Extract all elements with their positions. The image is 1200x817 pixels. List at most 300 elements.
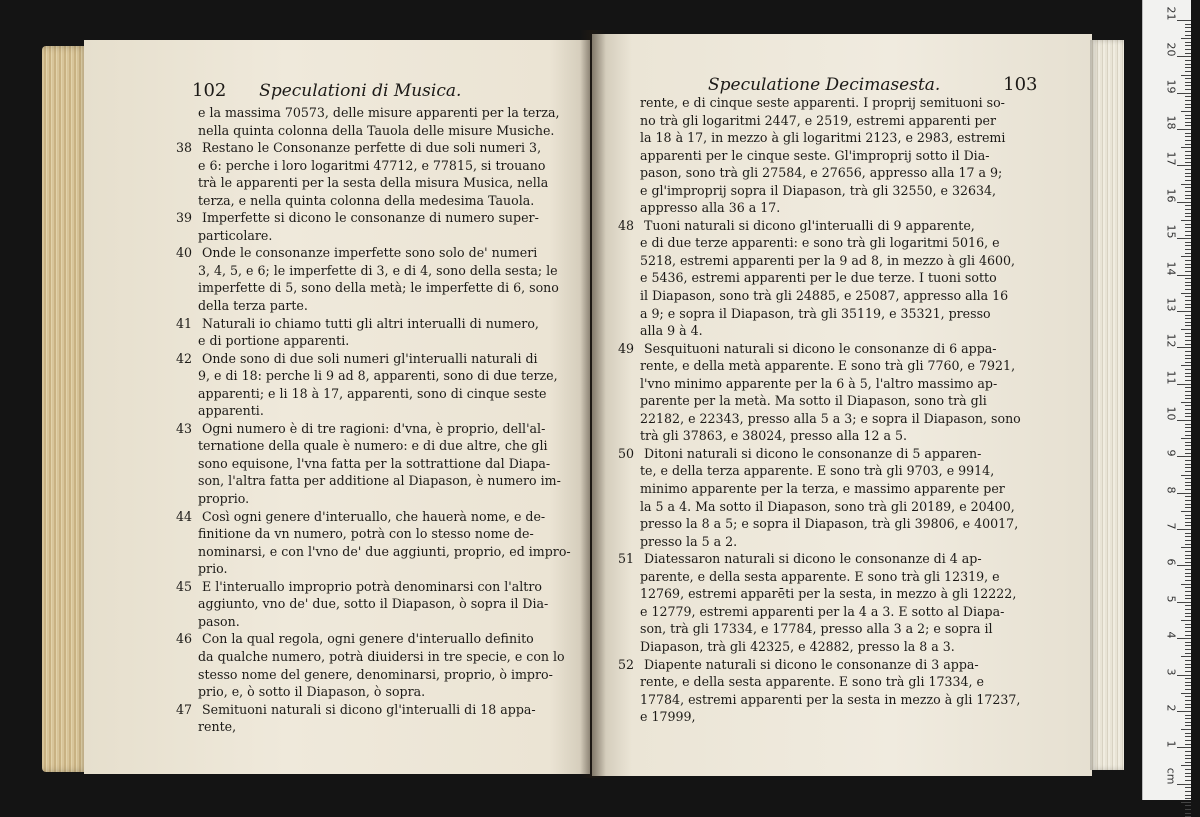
- ruler-minor-tick: [1185, 442, 1191, 443]
- ruler-minor-tick: [1185, 325, 1191, 326]
- paragraph-number: 45: [176, 578, 193, 594]
- line-text: Diapente naturali si dicono le consonanze di 3 appa-: [644, 656, 979, 672]
- ruler-tick: [1177, 456, 1191, 457]
- line-text: parente per la metà. Ma sotto il Diapason, sono trà gli: [640, 393, 987, 409]
- ruler-minor-tick: [1185, 278, 1191, 279]
- ruler-minor-tick: [1185, 471, 1191, 472]
- text-line: [198, 122, 571, 140]
- ruler-minor-tick: [1185, 500, 1191, 501]
- ruler-label: 12: [1164, 333, 1178, 348]
- ruler-minor-tick: [1185, 227, 1191, 228]
- ruler-label: 19: [1164, 79, 1178, 94]
- ruler-minor-tick: [1185, 307, 1191, 308]
- line-text: appresso alla 36 a 17.: [640, 200, 781, 216]
- ruler-minor-tick: [1185, 249, 1191, 250]
- ruler-minor-tick: [1185, 322, 1191, 323]
- ruler-minor-tick: [1185, 144, 1191, 145]
- line-text: terza, e nella quinta colonna della medesima Tauola.: [198, 192, 535, 208]
- line-text: E l'interuallo improprio potrà denominarsi con l'altro: [202, 578, 542, 594]
- line-text: e la massima 70573, delle misure apparenti per la terza,: [198, 105, 560, 120]
- text-line: [640, 498, 1021, 516]
- line-text: Imperfette si dicono le consonanze di numero super-: [202, 210, 539, 226]
- text-line: [198, 402, 571, 420]
- text-line: [176, 209, 571, 227]
- ruler-tick: [1177, 202, 1191, 203]
- ruler-minor-tick: [1185, 253, 1191, 254]
- text-line: [198, 613, 571, 631]
- line-text: Ogni numero è di tre ragioni: d'vna, è proprio, dell'al-: [202, 420, 546, 436]
- ruler-minor-tick: [1185, 540, 1191, 541]
- ruler-minor-tick: [1185, 304, 1191, 305]
- ruler-minor-tick: [1185, 405, 1191, 406]
- text-line: [640, 691, 1021, 709]
- ruler-minor-tick: [1185, 573, 1191, 574]
- ruler-minor-tick: [1181, 438, 1191, 439]
- text-line: [640, 269, 1021, 287]
- ruler-minor-tick: [1185, 722, 1191, 723]
- line-text: rente,: [198, 719, 237, 735]
- ruler-minor-tick: [1185, 151, 1191, 152]
- line-text: e 17999,: [640, 709, 696, 725]
- text-line: [198, 472, 571, 490]
- ruler-tick: [1177, 275, 1191, 276]
- ruler-tick: [1177, 565, 1191, 566]
- ruler-minor-tick: [1185, 391, 1191, 392]
- ruler-minor-tick: [1185, 558, 1191, 559]
- ruler-minor-tick: [1185, 758, 1191, 759]
- ruler-minor-tick: [1185, 373, 1191, 374]
- line-text: te, e della terza apparente. E sono trà gli 9703, e 9914,: [640, 463, 995, 479]
- ruler-tick: [1177, 384, 1191, 385]
- ruler-minor-tick: [1185, 616, 1191, 617]
- ruler-minor-tick: [1185, 555, 1191, 556]
- text-line: [640, 322, 1021, 340]
- text-line: [176, 350, 571, 368]
- ruler-minor-tick: [1185, 158, 1191, 159]
- left-page-number: 102: [192, 80, 227, 101]
- paragraph-number: 50: [618, 445, 635, 461]
- ruler-minor-tick: [1185, 260, 1191, 261]
- ruler-label: 21: [1164, 6, 1178, 21]
- ruler-minor-tick: [1185, 813, 1191, 814]
- line-text: a 9; e sopra il Diapason, trà gli 35119, e 35321, presso: [640, 305, 991, 321]
- ruler-minor-tick: [1185, 409, 1191, 410]
- ruler-minor-tick: [1185, 89, 1191, 90]
- ruler-minor-tick: [1185, 805, 1191, 806]
- ruler-minor-tick: [1185, 315, 1191, 316]
- text-line: [640, 533, 1021, 551]
- line-text: finitione da vn numero, potrà con lo stesso nome de-: [198, 526, 534, 542]
- ruler-minor-tick: [1185, 271, 1191, 272]
- ruler-minor-tick: [1181, 402, 1191, 403]
- line-text: trà gli 37863, e 38024, presso alla 12 a 5.: [640, 428, 907, 444]
- text-line: [618, 656, 1021, 674]
- ruler-minor-tick: [1185, 395, 1191, 396]
- ruler-minor-tick: [1181, 365, 1191, 366]
- ruler-minor-tick: [1185, 787, 1191, 788]
- line-text: prio, e, ò sotto il Diapason, ò sopra.: [198, 684, 426, 700]
- line-text: e di due terze apparenti: e sono trà gli logaritmi 5016, e: [640, 235, 1000, 251]
- ruler-minor-tick: [1185, 42, 1191, 43]
- ruler-minor-tick: [1185, 333, 1191, 334]
- ruler-minor-tick: [1181, 802, 1191, 803]
- line-text: Restano le Consonanze perfette di due soli numeri 3,: [202, 140, 542, 156]
- ruler-minor-tick: [1185, 715, 1191, 716]
- ruler-minor-tick: [1185, 209, 1191, 210]
- ruler-minor-tick: [1185, 631, 1191, 632]
- ruler-minor-tick: [1185, 380, 1191, 381]
- ruler-minor-tick: [1185, 453, 1191, 454]
- text-line: [640, 568, 1021, 586]
- ruler-minor-tick: [1185, 660, 1191, 661]
- ruler-minor-tick: [1185, 224, 1191, 225]
- ruler-tick: [1177, 165, 1191, 166]
- ruler-minor-tick: [1185, 464, 1191, 465]
- ruler-tick: [1177, 420, 1191, 421]
- text-line: [640, 164, 1021, 182]
- ruler-minor-tick: [1185, 242, 1191, 243]
- ruler-minor-tick: [1181, 729, 1191, 730]
- ruler-minor-tick: [1181, 656, 1191, 657]
- ruler-minor-tick: [1185, 355, 1191, 356]
- text-line: [198, 174, 571, 192]
- line-text: 12769, estremi apparēti per la sesta, in mezzo à gli 12222,: [640, 586, 1017, 602]
- text-line: [640, 410, 1021, 428]
- text-line: [640, 305, 1021, 323]
- book-gutter: [580, 30, 606, 778]
- ruler-minor-tick: [1185, 507, 1191, 508]
- ruler-minor-tick: [1185, 231, 1191, 232]
- ruler-minor-tick: [1185, 27, 1191, 28]
- line-text: della terza parte.: [198, 298, 308, 314]
- right-text-block: [618, 94, 1021, 726]
- paragraph-number: 49: [618, 340, 635, 356]
- ruler-minor-tick: [1185, 682, 1191, 683]
- ruler-minor-tick: [1185, 733, 1191, 734]
- text-line: [640, 673, 1021, 691]
- text-line: [618, 550, 1021, 568]
- text-line: [198, 192, 571, 210]
- ruler-minor-tick: [1185, 478, 1191, 479]
- ruler-minor-tick: [1185, 685, 1191, 686]
- ruler-minor-tick: [1185, 725, 1191, 726]
- text-line: [198, 367, 571, 385]
- ruler-minor-tick: [1181, 111, 1191, 112]
- ruler-minor-tick: [1185, 435, 1191, 436]
- line-text: minimo apparente per la terza, e massimo apparente per: [640, 481, 1005, 497]
- line-text: 9, e di 18: perche li 9 ad 8, apparenti, sono di due terze,: [198, 368, 558, 384]
- ruler-minor-tick: [1185, 118, 1191, 119]
- ruler-minor-tick: [1185, 387, 1191, 388]
- ruler-minor-tick: [1181, 511, 1191, 512]
- ruler-minor-tick: [1185, 424, 1191, 425]
- line-text: nella quinta colonna della Tauola delle misure Musiche.: [198, 122, 555, 138]
- ruler-minor-tick: [1185, 205, 1191, 206]
- ruler-minor-tick: [1185, 45, 1191, 46]
- line-text: stesso nome del genere, denominarsi, proprio, ò impro-: [198, 666, 553, 682]
- text-line: [198, 332, 571, 350]
- text-line: [176, 139, 571, 157]
- line-text: prio.: [198, 561, 228, 577]
- line-text: Naturali io chiamo tutti gli altri interualli di numero,: [202, 315, 539, 331]
- ruler-minor-tick: [1185, 496, 1191, 497]
- line-text: alla 9 à 4.: [640, 323, 703, 339]
- ruler-minor-tick: [1185, 613, 1191, 614]
- ruler-minor-tick: [1181, 620, 1191, 621]
- line-text: apparenti per le cinque seste. Gl'improprij sotto il Dia-: [640, 147, 990, 163]
- line-text: Sesquituoni naturali si dicono le consonanze di 6 appa-: [644, 340, 997, 356]
- ruler-tick: [1177, 784, 1191, 785]
- ruler-minor-tick: [1185, 740, 1191, 741]
- ruler-minor-tick: [1185, 744, 1191, 745]
- ruler-minor-tick: [1185, 169, 1191, 170]
- ruler-minor-tick: [1185, 376, 1191, 377]
- text-line: [198, 525, 571, 543]
- ruler-minor-tick: [1185, 518, 1191, 519]
- text-line: [640, 199, 1021, 217]
- line-text: 22182, e 22343, presso alla 5 a 3; e sopra il Diapason, sono: [640, 410, 1021, 426]
- text-line: [198, 279, 571, 297]
- ruler-tick: [1177, 347, 1191, 348]
- text-line: [640, 620, 1021, 638]
- ruler-minor-tick: [1185, 235, 1191, 236]
- ruler-minor-tick: [1185, 664, 1191, 665]
- ruler-minor-tick: [1185, 216, 1191, 217]
- ruler-minor-tick: [1185, 369, 1191, 370]
- ruler-tick: [1177, 529, 1191, 530]
- line-text: la 5 a 4. Ma sotto il Diapason, sono trà gli 20189, e 20400,: [640, 498, 1015, 514]
- ruler-minor-tick: [1185, 449, 1191, 450]
- ruler-label: 1: [1164, 740, 1178, 748]
- line-text: presso la 5 a 2.: [640, 533, 738, 549]
- left-running-head: Speculationi di Musica.: [259, 81, 462, 101]
- ruler-minor-tick: [1185, 700, 1191, 701]
- ruler-tick: [1177, 93, 1191, 94]
- paragraph-number: 48: [618, 217, 635, 233]
- ruler-minor-tick: [1185, 795, 1191, 796]
- paragraph-number: 40: [176, 245, 193, 261]
- ruler-label: 6: [1164, 558, 1178, 566]
- ruler-minor-tick: [1185, 60, 1191, 61]
- ruler-minor-tick: [1185, 285, 1191, 286]
- line-text: pason, sono trà gli 27584, e 27656, appresso alla 17 a 9;: [640, 165, 1003, 181]
- ruler-minor-tick: [1185, 398, 1191, 399]
- ruler-tick: [1177, 602, 1191, 603]
- ruler-minor-tick: [1185, 769, 1191, 770]
- ruler-minor-tick: [1185, 344, 1191, 345]
- ruler-minor-tick: [1185, 71, 1191, 72]
- ruler-tick: [1177, 675, 1191, 676]
- line-text: 5218, estremi apparenti per la 9 ad 8, in mezzo à gli 4600,: [640, 252, 1016, 268]
- ruler-minor-tick: [1185, 267, 1191, 268]
- ruler-minor-tick: [1185, 653, 1191, 654]
- ruler-minor-tick: [1185, 198, 1191, 199]
- line-text: Diapason, trà gli 42325, e 42882, presso la 8 a 3.: [640, 638, 955, 654]
- ruler-minor-tick: [1185, 67, 1191, 68]
- text-line: [640, 182, 1021, 200]
- line-text: e di portione apparenti.: [198, 333, 350, 349]
- ruler-minor-tick: [1185, 24, 1191, 25]
- ruler-minor-tick: [1185, 431, 1191, 432]
- ruler-minor-tick: [1185, 587, 1191, 588]
- line-text: imperfette di 5, sono della metà; le imperfette di 6, sono: [198, 280, 559, 296]
- ruler-minor-tick: [1181, 220, 1191, 221]
- text-line: [198, 648, 571, 666]
- text-line: [640, 94, 1021, 112]
- text-line: [198, 560, 571, 578]
- line-text: Onde sono di due soli numeri gl'interualli naturali di: [202, 350, 538, 366]
- ruler-minor-tick: [1185, 100, 1191, 101]
- left-fore-edge: [42, 46, 90, 772]
- text-line: [640, 357, 1021, 375]
- line-text: apparenti.: [198, 403, 264, 419]
- ruler-minor-tick: [1185, 791, 1191, 792]
- paragraph-number: 38: [176, 140, 193, 156]
- paragraph-number: 42: [176, 350, 193, 366]
- text-line: [176, 315, 571, 333]
- ruler-minor-tick: [1185, 562, 1191, 563]
- ruler-minor-tick: [1185, 82, 1191, 83]
- text-line: [176, 244, 571, 262]
- ruler-minor-tick: [1185, 85, 1191, 86]
- right-page: [592, 34, 1092, 776]
- ruler-minor-tick: [1185, 645, 1191, 646]
- line-text: aggiunto, vno de' due, sotto il Diapason, ò sopra il Dia-: [198, 596, 549, 612]
- ruler-minor-tick: [1185, 427, 1191, 428]
- ruler-minor-tick: [1185, 176, 1191, 177]
- ruler-minor-tick: [1185, 122, 1191, 123]
- ruler-minor-tick: [1185, 627, 1191, 628]
- ruler-minor-tick: [1185, 187, 1191, 188]
- ruler-minor-tick: [1185, 467, 1191, 468]
- ruler-minor-tick: [1185, 460, 1191, 461]
- ruler-tick: [1177, 638, 1191, 639]
- line-text: rente, e della sesta apparente. E sono trà gli 17334, e: [640, 674, 985, 690]
- ruler-minor-tick: [1185, 649, 1191, 650]
- ruler-minor-tick: [1185, 598, 1191, 599]
- ruler-minor-tick: [1185, 515, 1191, 516]
- ruler-minor-tick: [1185, 318, 1191, 319]
- paragraph-number: 39: [176, 210, 193, 226]
- ruler-label: 8: [1164, 486, 1178, 494]
- ruler-label: 16: [1164, 188, 1178, 203]
- ruler-minor-tick: [1185, 551, 1191, 552]
- ruler-minor-tick: [1185, 49, 1191, 50]
- ruler-minor-tick: [1181, 184, 1191, 185]
- text-line: [198, 262, 571, 280]
- line-text: proprio.: [198, 491, 250, 507]
- left-header: [192, 80, 461, 101]
- text-line: [640, 392, 1021, 410]
- ruler-label: 10: [1164, 406, 1178, 421]
- text-line: [640, 462, 1021, 480]
- ruler-minor-tick: [1185, 504, 1191, 505]
- ruler-minor-tick: [1181, 147, 1191, 148]
- line-text: la 18 à 17, in mezzo à gli logaritmi 2123, e 2983, estremi: [640, 130, 1006, 146]
- text-line: [198, 297, 571, 315]
- text-line: [640, 375, 1021, 393]
- ruler-minor-tick: [1185, 642, 1191, 643]
- ruler-tick: [1177, 711, 1191, 712]
- text-line: [198, 227, 571, 245]
- text-line: [640, 427, 1021, 445]
- ruler-minor-tick: [1185, 536, 1191, 537]
- ruler-minor-tick: [1185, 609, 1191, 610]
- paragraph-number: 43: [176, 420, 193, 436]
- ruler-minor-tick: [1185, 482, 1191, 483]
- ruler-minor-tick: [1185, 416, 1191, 417]
- text-line: [198, 455, 571, 473]
- line-text: particolare.: [198, 227, 273, 243]
- text-line: [640, 252, 1021, 270]
- text-line: [640, 147, 1021, 165]
- ruler-minor-tick: [1185, 580, 1191, 581]
- line-text: Così ogni genere d'interuallo, che hauerà nome, e de-: [202, 508, 546, 524]
- text-line: [198, 718, 571, 736]
- paragraph-number: 51: [618, 551, 635, 567]
- line-text: son, l'altra fatta per additione al Diapason, è numero im-: [198, 473, 561, 489]
- text-line: [640, 480, 1021, 498]
- right-fore-edge: [1090, 40, 1124, 770]
- line-text: l'vno minimo apparente per la 6 à 5, l'altro massimo ap-: [640, 375, 998, 391]
- ruler-label: 14: [1164, 261, 1178, 276]
- text-line: [640, 515, 1021, 533]
- ruler-minor-tick: [1185, 736, 1191, 737]
- ruler-tick: [1177, 747, 1191, 748]
- ruler-minor-tick: [1185, 413, 1191, 414]
- text-line: [618, 445, 1021, 463]
- line-text: Diatessaron naturali si dicono le consonanze di 4 ap-: [644, 551, 982, 567]
- ruler-minor-tick: [1185, 358, 1191, 359]
- ruler-minor-tick: [1185, 780, 1191, 781]
- ruler-minor-tick: [1185, 282, 1191, 283]
- line-text: e gl'improprij sopra il Diapason, trà gli 32550, e 32634,: [640, 182, 997, 198]
- ruler-minor-tick: [1185, 289, 1191, 290]
- ruler-minor-tick: [1185, 133, 1191, 134]
- ruler-minor-tick: [1185, 173, 1191, 174]
- right-page-number: 103: [1003, 74, 1038, 95]
- ruler-minor-tick: [1185, 755, 1191, 756]
- line-text: Con la qual regola, ogni genere d'interuallo definito: [202, 631, 534, 647]
- text-line: [640, 585, 1021, 603]
- text-line: [640, 603, 1021, 621]
- ruler-minor-tick: [1181, 38, 1191, 39]
- ruler-minor-tick: [1185, 136, 1191, 137]
- ruler-label: 11: [1164, 370, 1178, 385]
- ruler-minor-tick: [1185, 104, 1191, 105]
- ruler-label: 7: [1164, 522, 1178, 530]
- ruler-minor-tick: [1185, 64, 1191, 65]
- measuring-ruler: [1142, 0, 1191, 800]
- text-line: [198, 595, 571, 613]
- ruler-minor-tick: [1185, 762, 1191, 763]
- text-line: [176, 630, 571, 648]
- ruler-label: 18: [1164, 115, 1178, 130]
- ruler-minor-tick: [1185, 107, 1191, 108]
- line-text: ternatione della quale è numero: e di due altre, che gli: [198, 438, 548, 454]
- ruler-minor-tick: [1185, 718, 1191, 719]
- ruler-minor-tick: [1185, 689, 1191, 690]
- text-line: [618, 217, 1021, 235]
- line-text: da qualche numero, potrà diuidersi in tre specie, e con lo: [198, 648, 565, 664]
- ruler-label: 13: [1164, 297, 1178, 312]
- ruler-minor-tick: [1185, 595, 1191, 596]
- ruler-minor-tick: [1185, 671, 1191, 672]
- text-line: [176, 578, 571, 596]
- text-line: [640, 287, 1021, 305]
- ruler-minor-tick: [1185, 707, 1191, 708]
- text-line: [198, 104, 571, 122]
